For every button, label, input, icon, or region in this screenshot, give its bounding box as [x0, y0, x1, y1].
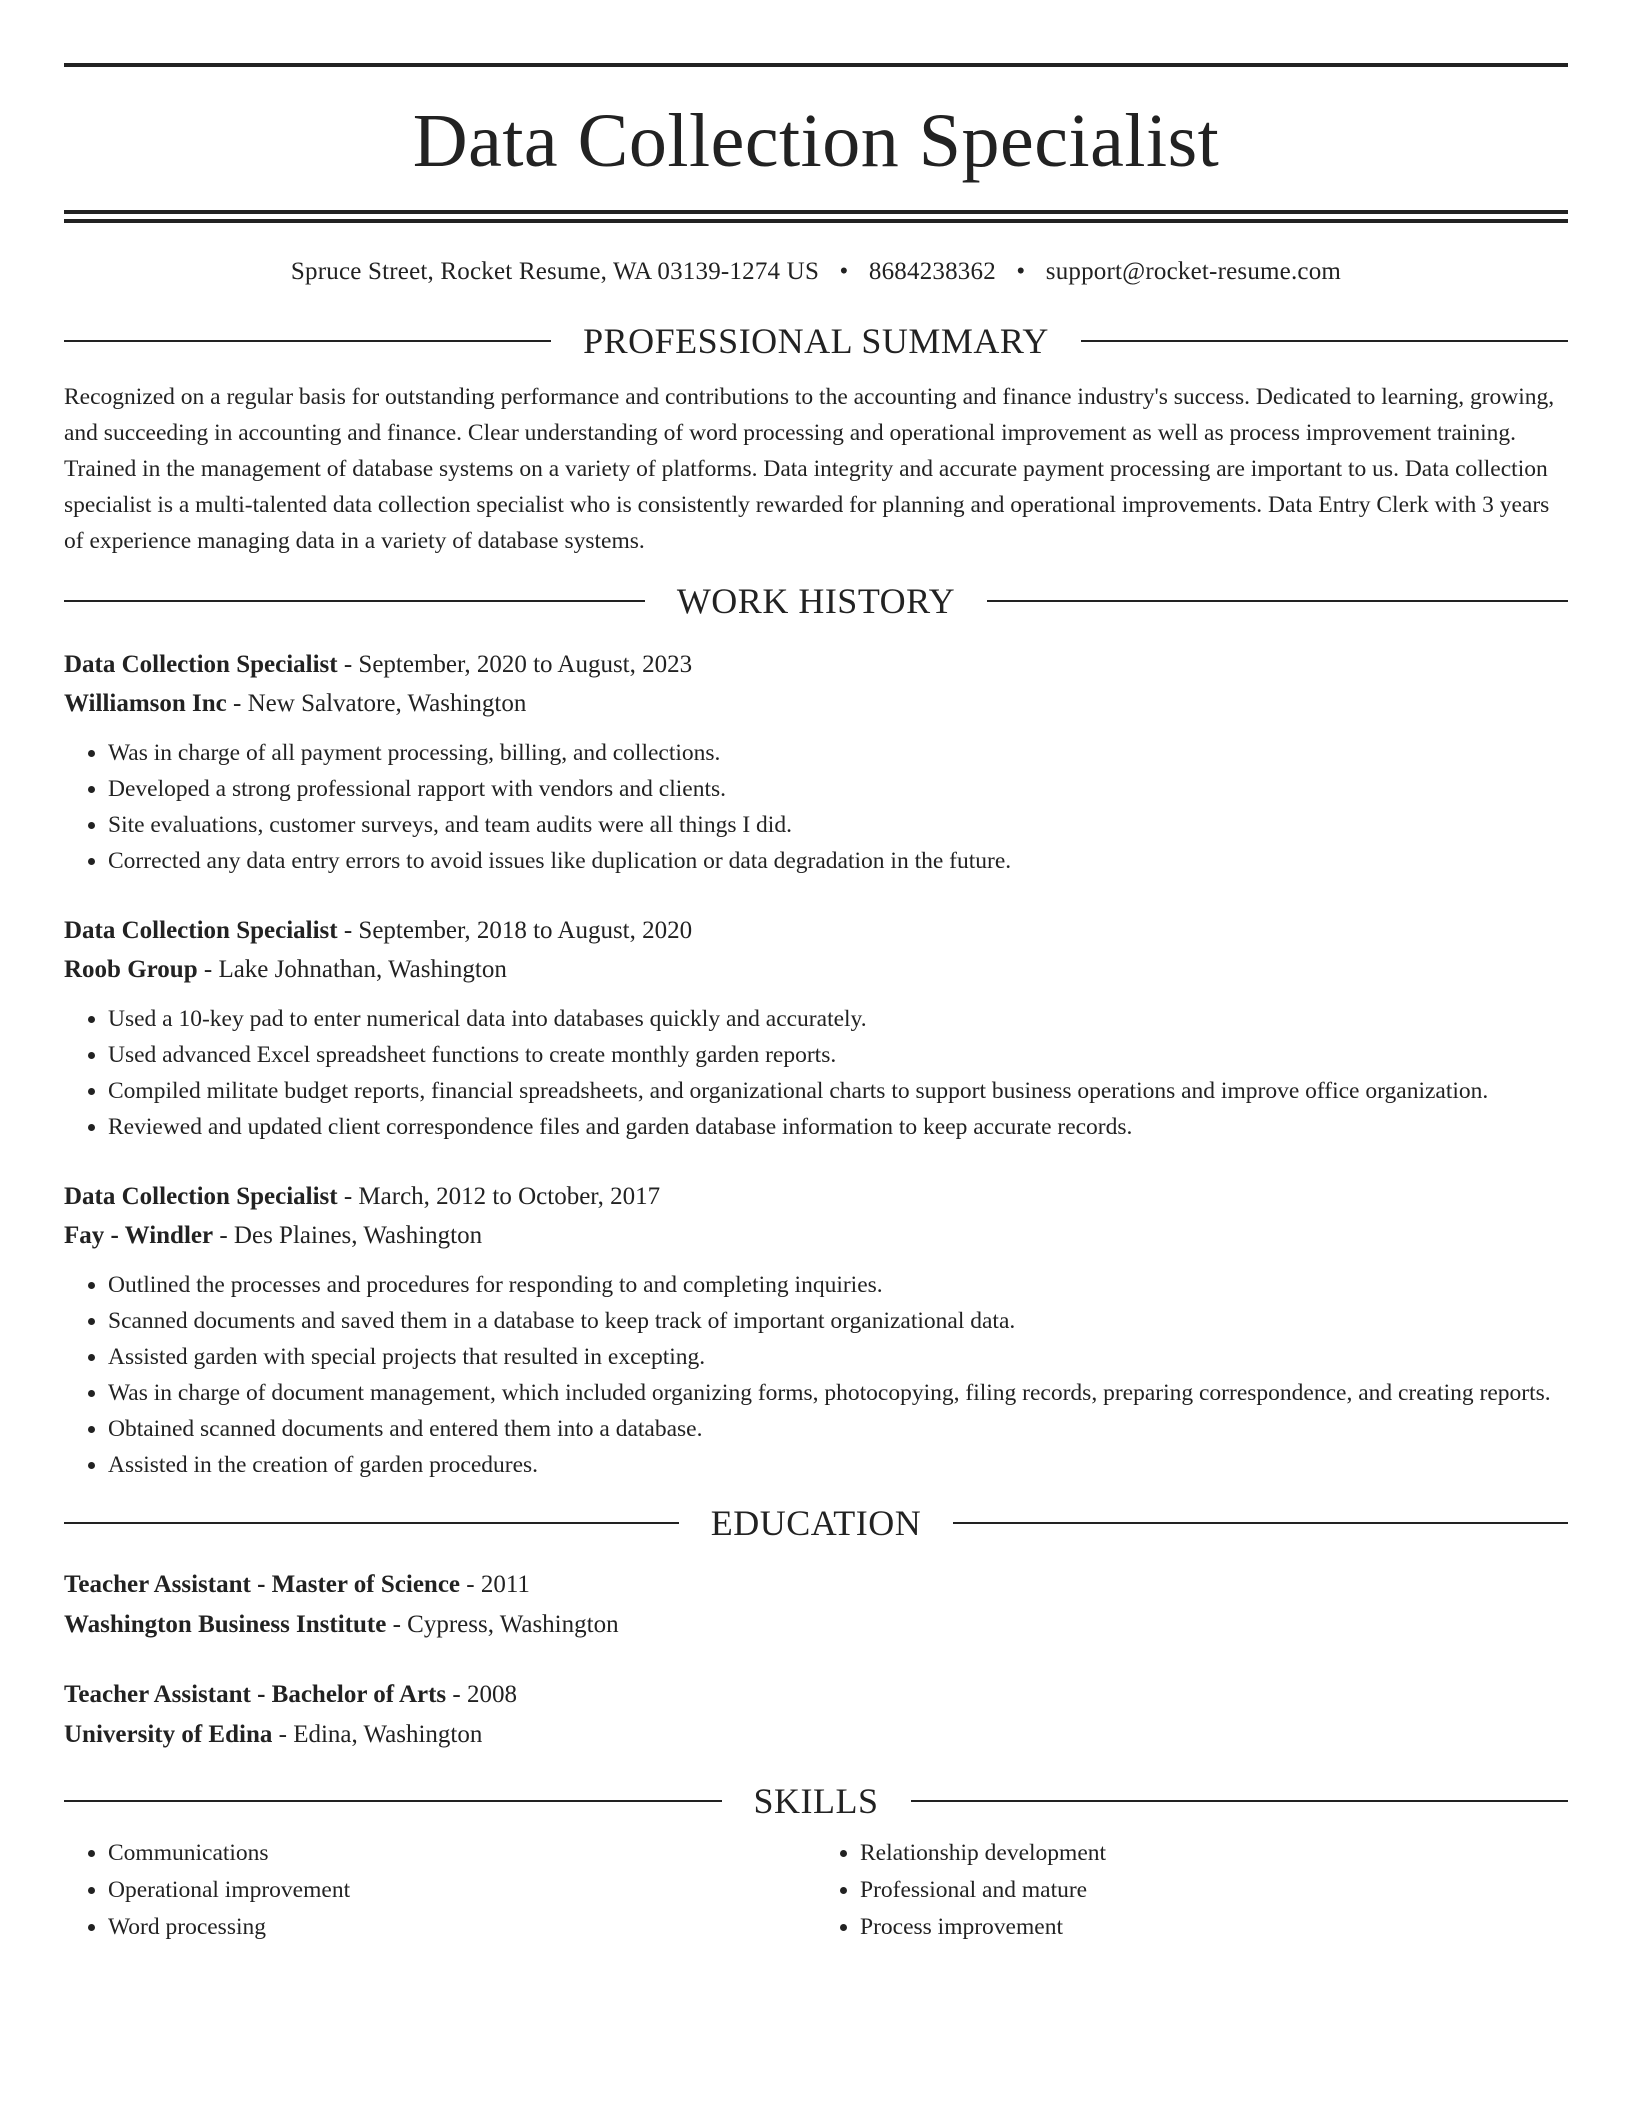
top-rule: [64, 63, 1568, 67]
skill-item: • Professional and mature: [860, 1872, 1568, 1909]
skills-column-left: [64, 1835, 816, 1946]
section-heading-label: EDUCATION: [710, 1503, 922, 1543]
heading-rule-right: [911, 1800, 1569, 1802]
job-bullets: [64, 735, 1568, 879]
job-bullets: [64, 1001, 1568, 1145]
job-title-line: [64, 911, 1568, 950]
list-item: • Developed a strong professional rapport with vendors and clients.: [108, 771, 1568, 807]
resume-title: Data Collection Specialist: [412, 99, 1220, 183]
dash: -: [460, 1571, 481, 1598]
heading-rule-left: [64, 340, 551, 342]
list-item: • Used a 10-key pad to enter numerical data into databases quickly and accurately.: [108, 1001, 1568, 1037]
contact-line: [64, 257, 1568, 287]
job-dates: March, 2012 to October, 2017: [358, 1183, 661, 1210]
list-item: • Site evaluations, customer surveys, and team audits were all things I did.: [108, 807, 1568, 843]
list-item: • Was in charge of document management, which included organizing forms, photocopying, filing records, preparing correspondence, and creating reports.: [108, 1375, 1568, 1411]
list-item: • Used advanced Excel spreadsheet functions to create monthly garden reports.: [108, 1037, 1568, 1073]
job-entry: [64, 1177, 1568, 1483]
list-item: • Obtained scanned documents and entered them into a database.: [108, 1411, 1568, 1447]
title-double-rule: [64, 210, 1568, 223]
list-item: • Outlined the processes and procedures for responding to and completing inquiries.: [108, 1267, 1568, 1303]
education-entry: [64, 1565, 1568, 1645]
list-item: • Was in charge of all payment processing, billing, and collections.: [108, 735, 1568, 771]
job-bullets: [64, 1267, 1568, 1483]
education-school-line: [64, 1715, 1568, 1755]
education-degree: Teacher Assistant - Bachelor of Arts: [64, 1681, 447, 1708]
job-entry: [64, 911, 1568, 1145]
dash: -: [337, 917, 359, 944]
heading-rule-right: [953, 1522, 1568, 1524]
contact-phone: 8684238362: [868, 258, 996, 285]
section-heading-label: SKILLS: [753, 1781, 879, 1821]
education-year: 2011: [480, 1571, 530, 1598]
job-company-line: [64, 1216, 1568, 1255]
section-heading-label: WORK HISTORY: [676, 581, 956, 621]
education-entry: [64, 1675, 1568, 1755]
education-school: Washington Business Institute: [64, 1611, 387, 1638]
job-title: Data Collection Specialist: [64, 917, 338, 944]
section-heading-label: PROFESSIONAL SUMMARY: [583, 321, 1049, 361]
list-item: • Scanned documents and saved them in a database to keep track of important organizational data.: [108, 1303, 1568, 1339]
list-item: • Compiled militate budget reports, financial spreadsheets, and organizational charts to support business operations and improve office organization.: [108, 1073, 1568, 1109]
heading-rule-right: [1081, 340, 1568, 342]
dash: -: [446, 1681, 467, 1708]
education-location: Edina, Washington: [293, 1721, 483, 1748]
heading-rule-left: [64, 600, 645, 602]
job-company: Williamson Inc: [64, 690, 227, 717]
education-degree-line: [64, 1675, 1568, 1715]
dash: -: [197, 956, 219, 983]
job-company-line: [64, 684, 1568, 723]
skill-item: • Relationship development: [860, 1835, 1568, 1872]
dash: -: [226, 690, 248, 717]
job-company-line: [64, 950, 1568, 989]
heading-rule-right: [987, 600, 1568, 602]
section-heading-work-history: [64, 581, 1568, 621]
list-item: • Assisted garden with special projects that resulted in excepting.: [108, 1339, 1568, 1375]
skill-item: • Operational improvement: [108, 1872, 816, 1909]
job-entry: [64, 645, 1568, 879]
job-location: New Salvatore, Washington: [247, 690, 527, 717]
job-title-line: [64, 645, 1568, 684]
contact-address: Spruce Street, Rocket Resume, WA 03139-1274 US: [290, 258, 820, 285]
section-heading-skills: [64, 1781, 1568, 1821]
education-school-line: [64, 1605, 1568, 1645]
section-heading-summary: [64, 321, 1568, 361]
skills-column-right: [816, 1835, 1568, 1946]
skill-item: • Communications: [108, 1835, 816, 1872]
job-title: Data Collection Specialist: [64, 651, 338, 678]
dash: -: [272, 1721, 294, 1748]
contact-email: support@rocket-resume.com: [1045, 258, 1342, 285]
section-heading-education: [64, 1503, 1568, 1543]
summary-paragraph: Recognized on a regular basis for outstanding performance and contributions to the accounting and finance industry's success. Dedicated to learning, growing, and succeeding in accounting and finance. Clear understanding of word processing and operational improvement as well as process improvement training. Trained in the management of database systems on a variety of platforms. Data integrity and accurate payment processing are important to us. Data collection specialist is a multi-talented data collection specialist who is consistently rewarded for planning and operational improvements. Data Entry Clerk with 3 years of experience managing data in a variety of database systems.: [64, 384, 1555, 554]
skill-item: • Word processing: [108, 1909, 816, 1946]
skills-list: [64, 1835, 1568, 1946]
education-school: University of Edina: [64, 1721, 273, 1748]
contact-separator: •: [1016, 258, 1026, 285]
dash: -: [337, 1183, 359, 1210]
job-company: Roob Group: [64, 956, 198, 983]
list-item: • Corrected any data entry errors to avoid issues like duplication or data degradation in the future.: [108, 843, 1568, 879]
job-dates: September, 2018 to August, 2020: [358, 917, 693, 944]
heading-rule-left: [64, 1522, 679, 1524]
job-title-line: [64, 1177, 1568, 1216]
contact-separator: •: [839, 258, 849, 285]
job-dates: September, 2020 to August, 2023: [358, 651, 693, 678]
dash: -: [213, 1222, 234, 1249]
list-item: • Reviewed and updated client correspondence files and garden database information to keep accurate records.: [108, 1109, 1568, 1145]
education-degree: Teacher Assistant - Master of Science: [64, 1571, 461, 1598]
skill-item: • Process improvement: [860, 1909, 1568, 1946]
dash: -: [337, 651, 359, 678]
job-title: Data Collection Specialist: [64, 1183, 338, 1210]
education-location: Cypress, Washington: [407, 1611, 619, 1638]
job-company: Fay - Windler: [64, 1222, 214, 1249]
job-location: Des Plaines, Washington: [233, 1222, 483, 1249]
dash: -: [386, 1611, 408, 1638]
list-item: • Assisted in the creation of garden procedures.: [108, 1447, 1568, 1483]
education-year: 2008: [467, 1681, 517, 1708]
heading-rule-left: [64, 1800, 722, 1802]
job-location: Lake Johnathan, Washington: [218, 956, 507, 983]
education-degree-line: [64, 1565, 1568, 1605]
